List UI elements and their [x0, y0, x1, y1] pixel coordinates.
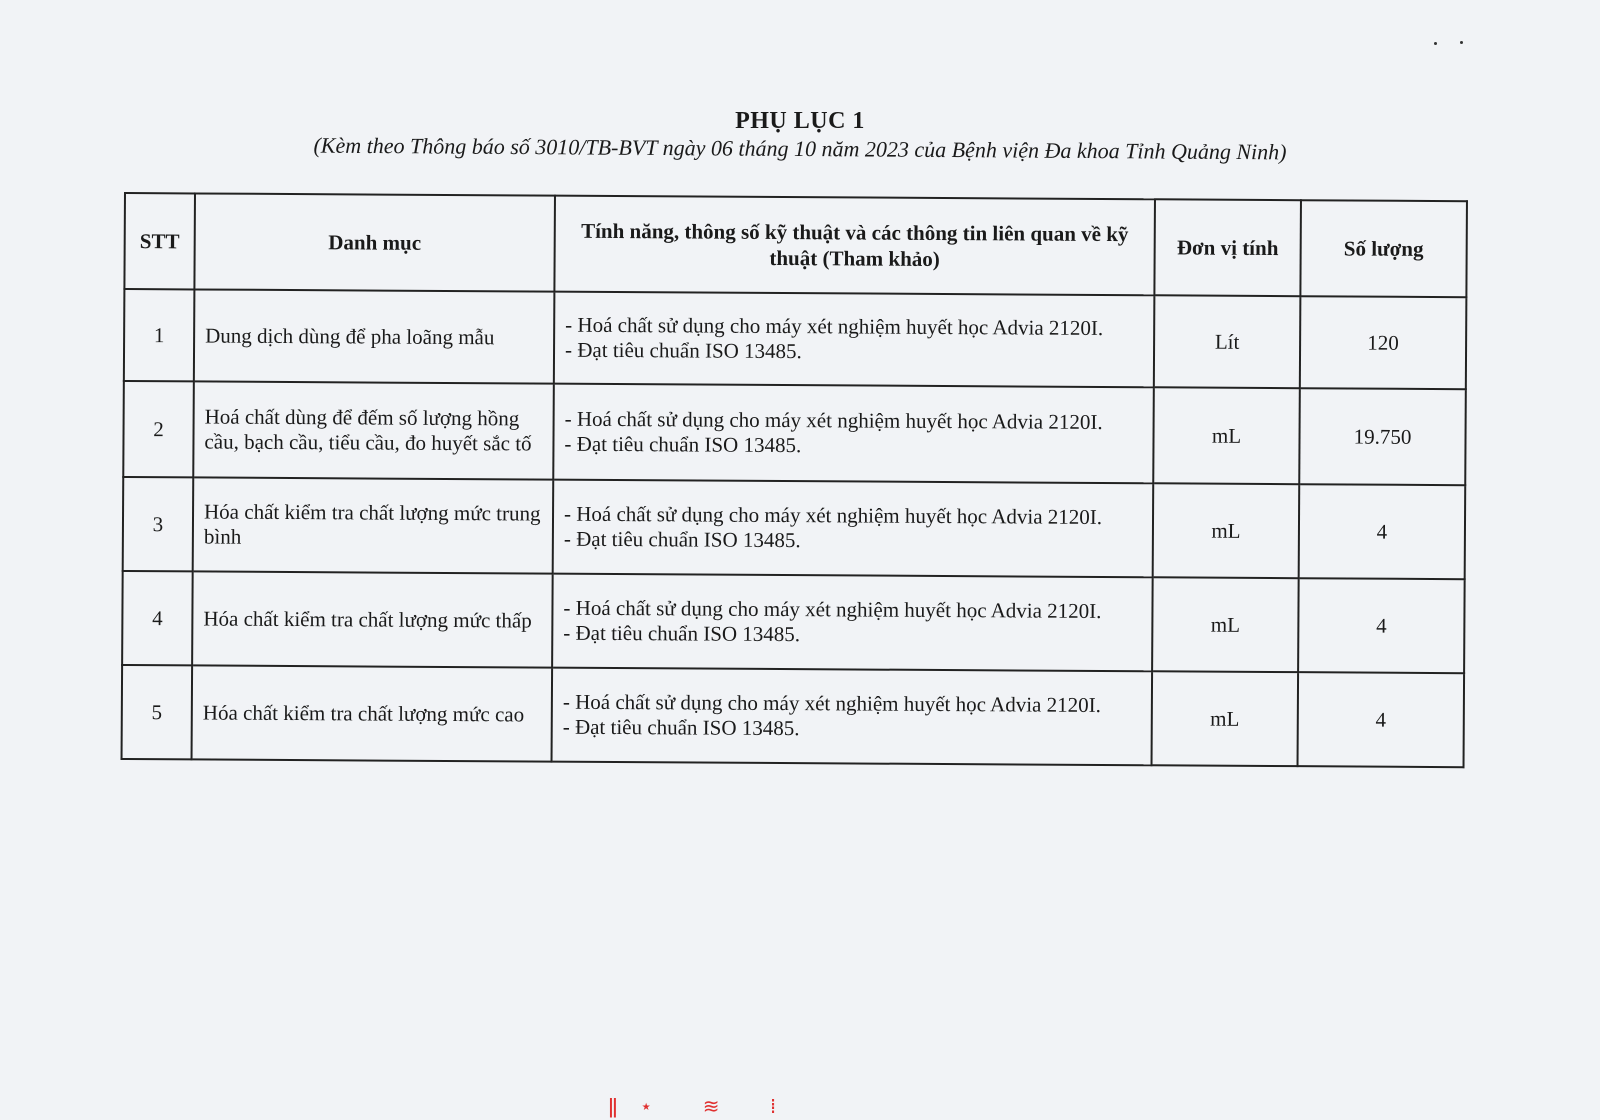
- cell-name: Hoá chất dùng để đếm số lượng hồng cầu, bạch cầu, tiểu cầu, đo huyết sắc tố: [193, 381, 554, 479]
- cell-spec: [553, 480, 1154, 578]
- cell-name: Hóa chất kiểm tra chất lượng mức cao: [192, 665, 553, 761]
- cell-qty: 120: [1300, 296, 1467, 389]
- cell-spec: [552, 668, 1153, 766]
- cell-unit: mL: [1153, 387, 1300, 484]
- cell-stt: 3: [123, 477, 194, 571]
- spec-line: - Đạt tiêu chuẩn ISO 13485.: [564, 337, 802, 364]
- header-name: Danh mục: [194, 193, 555, 291]
- header-unit: Đơn vị tính: [1154, 199, 1301, 296]
- spec-line: - Hoá chất sử dụng cho máy xét nghiệm huyết học Advia 2120I.: [565, 312, 1104, 340]
- appendix-table-wrapper: [121, 192, 1466, 768]
- cell-spec: [552, 574, 1153, 672]
- cell-spec: [553, 384, 1154, 484]
- spec-line: - Hoá chất sử dụng cho máy xét nghiệm huyết học Advia 2120I.: [562, 689, 1101, 717]
- cell-qty: 4: [1299, 484, 1466, 579]
- cell-qty: 4: [1298, 578, 1465, 673]
- header-spec: Tính năng, thông số kỹ thuật và các thông tin liên quan về kỹ thuật (Tham khảo): [554, 196, 1155, 296]
- red-stamp-fragment-icon: ǁ⋆ ≋ ⁞: [608, 1094, 799, 1118]
- cell-unit: mL: [1152, 671, 1299, 766]
- page-title: PHỤ LỤC 1: [735, 108, 865, 134]
- cell-qty: 19.750: [1299, 388, 1466, 485]
- header-stt: STT: [124, 193, 195, 289]
- cell-stt: 1: [124, 289, 195, 381]
- table-header-row: [124, 193, 1467, 297]
- table-row: [123, 477, 1466, 579]
- header-qty: Số lượng: [1300, 200, 1467, 297]
- cell-spec: [554, 292, 1155, 388]
- cell-unit: mL: [1152, 577, 1299, 672]
- cell-stt: 2: [123, 381, 194, 477]
- cell-unit: Lít: [1154, 295, 1301, 388]
- table-row: [123, 381, 1466, 485]
- cell-name: Hóa chất kiểm tra chất lượng mức trung bình: [193, 477, 554, 573]
- page-subtitle: (Kèm theo Thông báo số 3010/TB-BVT ngày 06 tháng 10 năm 2023 của Bệnh viện Đa khoa Tỉnh Quảng Ninh): [313, 132, 1287, 165]
- cell-name: Hóa chất kiểm tra chất lượng mức thấp: [192, 571, 553, 667]
- cell-unit: mL: [1153, 483, 1300, 578]
- spec-line: - Hoá chất sử dụng cho máy xét nghiệm huyết học Advia 2120I.: [563, 595, 1102, 623]
- table-row: [122, 665, 1465, 767]
- spec-line: - Đạt tiêu chuẩn ISO 13485.: [563, 526, 801, 553]
- cell-stt: 5: [122, 665, 193, 759]
- table-row: [124, 289, 1467, 389]
- spec-line: - Đạt tiêu chuẩn ISO 13485.: [563, 620, 801, 647]
- spec-line: - Đạt tiêu chuẩn ISO 13485.: [562, 714, 800, 741]
- spec-line: - Hoá chất sử dụng cho máy xét nghiệm huyết học Advia 2120I.: [563, 501, 1103, 529]
- cell-name: Dung dịch dùng để pha loãng mẫu: [194, 289, 555, 383]
- cell-qty: 4: [1298, 672, 1465, 767]
- spec-line: - Đạt tiêu chuẩn ISO 13485.: [564, 431, 802, 458]
- scan-specks: [1430, 40, 1470, 46]
- appendix-table: [121, 192, 1468, 768]
- cell-stt: 4: [122, 571, 193, 665]
- spec-line: - Hoá chất sử dụng cho máy xét nghiệm huyết học Advia 2120I.: [564, 406, 1103, 434]
- table-row: [122, 571, 1465, 673]
